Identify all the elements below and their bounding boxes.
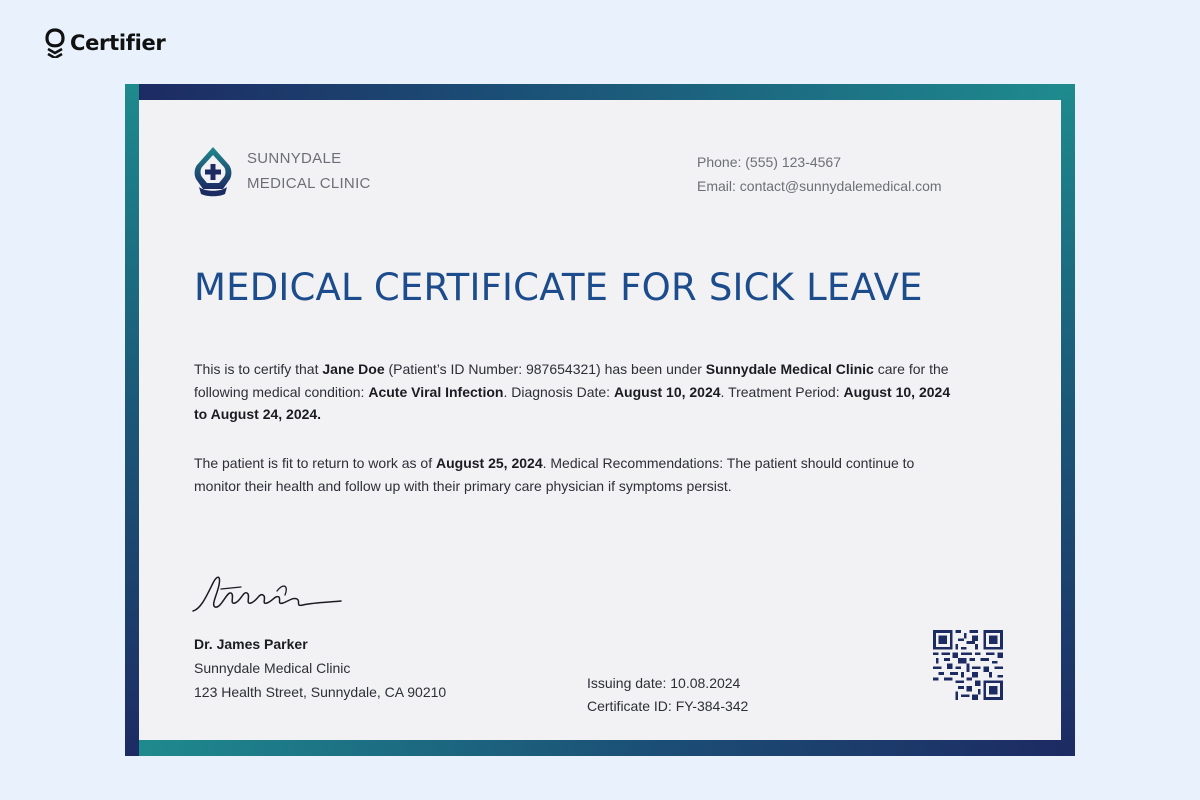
frame-top-border: [139, 84, 1061, 100]
p1-text-1: This is to certify that: [194, 361, 323, 377]
p1-text-2: (Patient’s ID Number: 987654321) has been under: [384, 361, 706, 377]
medical-cross-icon: [193, 145, 233, 197]
certifier-brand-name: Certifier: [70, 31, 166, 55]
clinic-name-line2: MEDICAL CLINIC: [247, 175, 371, 192]
doctor-name: Dr. James Parker: [194, 636, 308, 652]
certificate-title: MEDICAL CERTIFICATE FOR SICK LEAVE: [194, 266, 923, 309]
doctor-signature: [191, 565, 351, 627]
patient-name: Jane Doe: [322, 361, 385, 377]
treatment-period: August 10, 2024 to August 24, 2024.: [194, 383, 951, 422]
frame-bottom-border: [139, 740, 1061, 756]
clinic-email: Email: contact@sunnydalemedical.com: [697, 178, 942, 194]
certifier-brand: [44, 28, 165, 58]
doctor-address: 123 Health Street, Sunnydale, CA 90210: [194, 684, 447, 700]
diagnosis-date: August 10, 2024: [613, 383, 721, 400]
p1-text-5: . Treatment Period:: [720, 383, 844, 400]
clinic-contact: [697, 150, 942, 198]
certificate-id: Certificate ID: FY-384-342: [587, 698, 749, 714]
doctor-info: [194, 632, 446, 704]
clinic-bold-name: Sunnydale Medical Clinic: [705, 361, 874, 377]
clinic-phone: Phone: (555) 123-4567: [697, 154, 841, 170]
certificate-paragraph-1: [194, 358, 964, 426]
certifier-logo-icon: [44, 28, 66, 58]
p2-text-1: The patient is fit to return to work as of: [194, 455, 436, 471]
return-date: August 25, 2024: [436, 455, 543, 471]
certificate-paper: [139, 100, 1061, 740]
qr-code: [933, 630, 1003, 700]
clinic-name: [247, 146, 371, 196]
doctor-clinic: Sunnydale Medical Clinic: [194, 660, 351, 676]
certificate-frame: [125, 84, 1075, 756]
medical-condition: Acute Viral Infection: [368, 383, 504, 400]
clinic-logo: [193, 145, 371, 197]
certificate-paragraph-2: [194, 452, 964, 497]
p2-text-2: . Medical Recommendations: The patient should continue to monitor their health and follow up with their primary care physician if symptoms persist.: [194, 455, 915, 494]
p1-text-4: . Diagnosis Date:: [503, 383, 614, 400]
clinic-name-line1: SUNNYDALE: [247, 150, 342, 167]
issuing-date: Issuing date: 10.08.2024: [587, 675, 741, 691]
p1-text-3: care for the following medical condition:: [194, 361, 949, 400]
issue-info: [587, 672, 748, 718]
